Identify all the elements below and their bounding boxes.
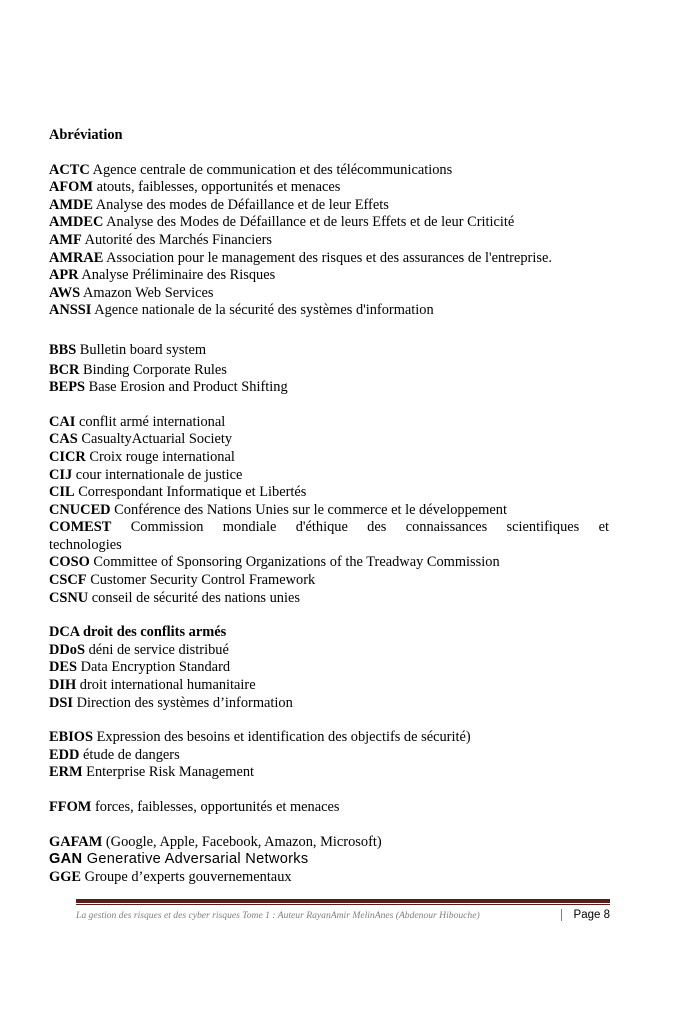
- abbr: DDoS: [49, 641, 85, 658]
- definition: Analyse Préliminaire des Risques: [78, 267, 276, 284]
- abbr: GGE: [49, 868, 81, 885]
- definition: Data Encryption Standard: [77, 659, 231, 676]
- abbr: FFOM: [49, 799, 92, 815]
- list-item: [49, 267, 609, 285]
- group-a: [49, 162, 609, 320]
- list-item: [49, 414, 609, 432]
- list-item: [49, 484, 609, 502]
- group-g: [49, 834, 609, 887]
- page-footer: [76, 909, 610, 921]
- definition: Direction des systèmes d’information: [73, 694, 293, 711]
- abbr: ERM: [49, 764, 83, 781]
- abbr: BEPS: [49, 379, 85, 396]
- definition: Correspondant Informatique et Libertés: [74, 484, 307, 501]
- list-item: [49, 519, 609, 554]
- list-item: [49, 869, 609, 887]
- abbr: AMRAE: [49, 249, 104, 266]
- abbr: AMF: [49, 231, 82, 248]
- list-item: [49, 677, 609, 695]
- abbr: AMDE: [49, 196, 93, 213]
- abbr: EDD: [49, 746, 80, 763]
- abbr: CIJ: [49, 466, 73, 483]
- definition: Customer Security Control Framework: [86, 572, 316, 589]
- abbr: BCR: [49, 361, 80, 378]
- abbreviation-list: [49, 127, 609, 903]
- definition: Binding Corporate Rules: [79, 361, 227, 378]
- definition: conflit armé international: [75, 413, 226, 430]
- abbr: ANSSI: [49, 302, 92, 319]
- definition: Generative Adversarial Networks: [82, 851, 309, 868]
- footer-divider: [76, 899, 610, 903]
- definition: conseil de sécurité des nations unies: [88, 589, 300, 606]
- definition: Analyse des Modes de Défaillance et de leurs Effets et de leur Criticité: [103, 214, 515, 231]
- list-item: [49, 362, 609, 380]
- definition: Conférence des Nations Unies sur le commerce et le développement: [110, 501, 507, 518]
- abbr: GAN: [49, 851, 83, 868]
- definition: Committee of Sponsoring Organizations of the Treadway Commission: [89, 554, 500, 571]
- list-item: [49, 162, 609, 180]
- list-item: [49, 285, 609, 303]
- definition: forces, faiblesses, opportunités et menaces: [91, 799, 340, 815]
- list-item: [49, 554, 609, 572]
- abbr: COMEST: [49, 519, 112, 536]
- list-item: [49, 179, 609, 197]
- abbr: COSO: [49, 554, 90, 571]
- group-e: [49, 729, 609, 782]
- abbr: CNUCED: [49, 501, 111, 518]
- abbr: AMDEC: [49, 214, 104, 231]
- group-f: [49, 799, 609, 817]
- section-title: Abréviation: [49, 127, 123, 143]
- list-item: [49, 342, 609, 360]
- abbr: CAI: [49, 413, 76, 430]
- definition: Agence nationale de la sécurité des systèmes d'information: [91, 302, 434, 319]
- list-item: [49, 467, 609, 485]
- list-item: [49, 502, 609, 520]
- list-item: [49, 379, 609, 397]
- abbr: CICR: [49, 448, 86, 465]
- definition: Base Erosion and Product Shifting: [85, 379, 288, 396]
- definition: Bulletin board system: [76, 341, 207, 358]
- list-item: [49, 747, 609, 765]
- definition: atouts, faiblesses, opportunités et menaces: [92, 179, 341, 196]
- definition: Enterprise Risk Management: [82, 764, 255, 781]
- definition: Association pour le management des risques et des assurances de l'entreprise.: [103, 249, 552, 266]
- definition: déni de service distribué: [84, 641, 229, 658]
- abbr: CAS: [49, 431, 78, 448]
- abbr: CIL: [49, 484, 75, 501]
- definition: droit des conflits armés: [79, 624, 227, 641]
- abbr: DIH: [49, 677, 77, 694]
- page-number: Page 8: [561, 909, 610, 921]
- definition: Commission mondiale d'éthique des connaissances scientifiques et technologies: [49, 519, 609, 553]
- abbr: DSI: [49, 694, 73, 711]
- list-item: [49, 642, 609, 660]
- list-item: [49, 250, 609, 268]
- definition: cour internationale de justice: [72, 466, 243, 483]
- definition: (Google, Apple, Facebook, Amazon, Microsoft): [102, 833, 382, 850]
- list-item: [49, 729, 609, 747]
- definition: étude de dangers: [79, 746, 180, 763]
- abbr: CSNU: [49, 589, 89, 606]
- abbr: ACTC: [49, 161, 90, 178]
- list-item: [49, 624, 609, 642]
- list-item: [49, 799, 609, 817]
- abbr: BBS: [49, 341, 77, 358]
- abbr: DCA: [49, 624, 80, 641]
- definition: Autorité des Marchés Financiers: [81, 231, 272, 248]
- group-b: [49, 342, 609, 397]
- list-item: [49, 695, 609, 713]
- definition: Agence centrale de communication et des télécommunications: [89, 161, 453, 178]
- abbr: APR: [49, 267, 79, 284]
- list-item: [49, 232, 609, 250]
- list-item: [49, 214, 609, 232]
- abbr: AWS: [49, 284, 81, 301]
- abbr: GAFAM: [49, 833, 103, 850]
- list-item: [49, 431, 609, 449]
- list-item: [49, 302, 609, 320]
- abbr: AFOM: [49, 179, 93, 196]
- abbr: CSCF: [49, 572, 87, 589]
- group-d: [49, 624, 609, 712]
- list-item: [49, 572, 609, 590]
- definition: Analyse des modes de Défaillance et de leur Effets: [92, 196, 389, 213]
- definition: CasualtyActuarial Society: [77, 431, 233, 448]
- list-item: [49, 197, 609, 215]
- group-c: [49, 414, 609, 608]
- list-item: [49, 851, 609, 869]
- list-item: [49, 659, 609, 677]
- abbr: EBIOS: [49, 729, 93, 746]
- footer-text: La gestion des risques et des cyber risques Tome 1 : Auteur RayanAmir MelinAnes (Abdenour Hibouche): [76, 910, 480, 921]
- definition: Expression des besoins et identification des objectifs de sécurité): [93, 729, 471, 746]
- abbr: DES: [49, 659, 77, 676]
- list-item: [49, 764, 609, 782]
- list-item: [49, 590, 609, 608]
- definition: Amazon Web Services: [80, 284, 214, 301]
- list-item: [49, 834, 609, 852]
- definition: Croix rouge international: [85, 448, 235, 465]
- list-item: [49, 449, 609, 467]
- definition: droit international humanitaire: [76, 677, 256, 694]
- definition: Groupe d’experts gouvernementaux: [81, 868, 292, 885]
